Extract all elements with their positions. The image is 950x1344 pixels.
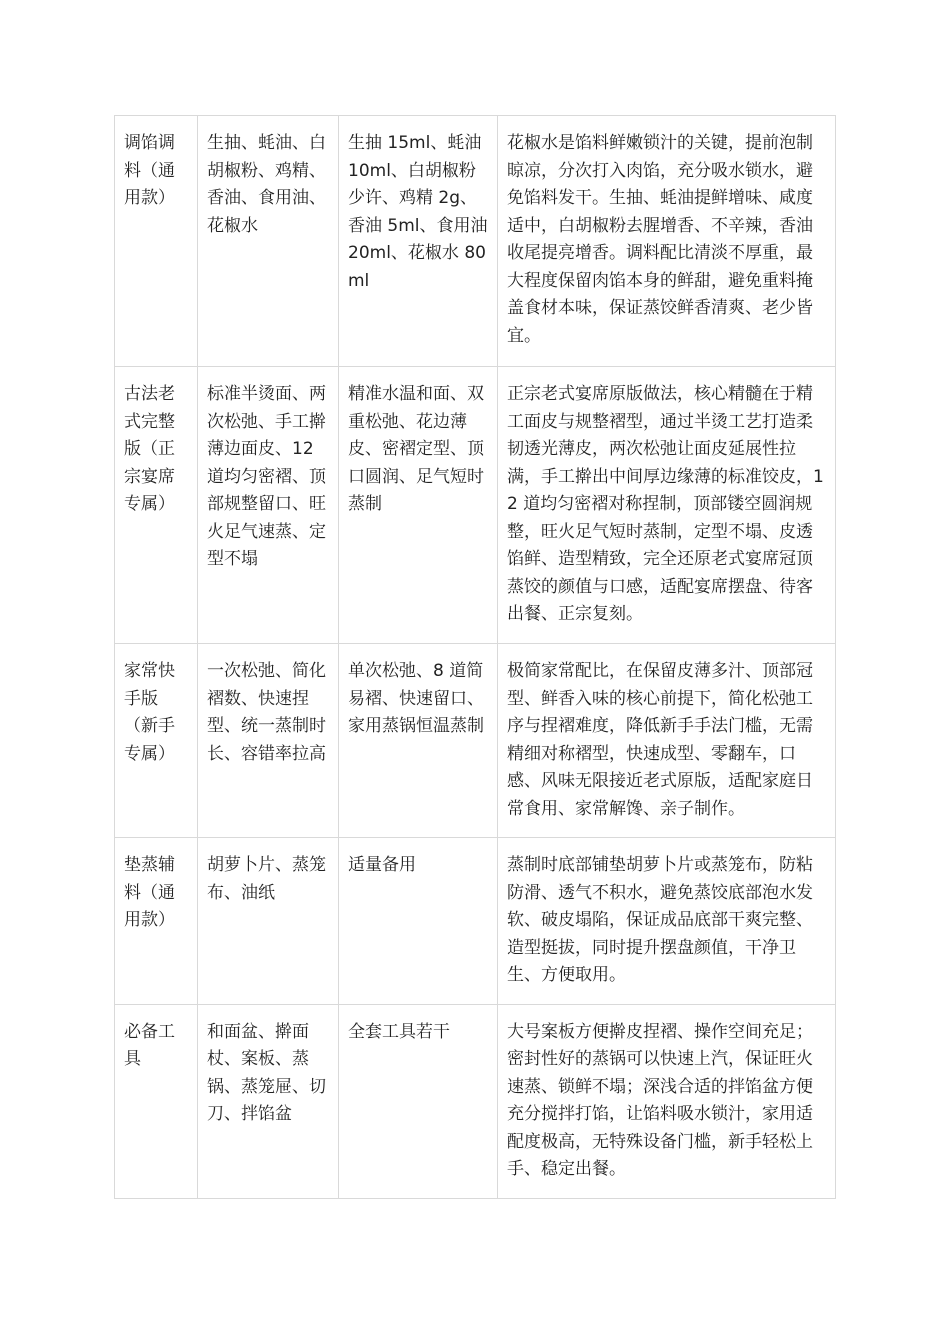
quantity-cell: 单次松弛、8 道简易褶、快速留口、家用蒸锅恒温蒸制 [339, 644, 498, 838]
items-cell: 和面盆、擀面杖、案板、蒸锅、蒸笼屉、切刀、拌馅盆 [198, 1004, 339, 1198]
table-row [115, 116, 836, 367]
items-cell: 标准半烫面、两次松弛、手工擀薄边面皮、12 道均匀密褶、顶部规整留口、旺火足气速蒸、定型不塌 [198, 367, 339, 644]
description-cell: 花椒水是馅料鲜嫩锁汁的关键，提前泡制晾凉，分次打入肉馅，充分吸水锁水，避免馅料发干。生抽、蚝油提鲜增味、咸度适中，白胡椒粉去腥增香、不辛辣，香油收尾提亮增香。调料配比清淡不厚重，最大程度保留肉馅本身的鲜甜，避免重料掩盖食材本味，保证蒸饺鲜香清爽、老少皆宜。 [498, 116, 836, 367]
category-cell: 必备工具 [115, 1004, 198, 1198]
description-cell: 极简家常配比，在保留皮薄多汁、顶部冠型、鲜香入味的核心前提下，简化松弛工序与捏褶难度，降低新手手法门槛，无需精细对称褶型，快速成型、零翻车，口感、风味无限接近老式原版，适配家庭日常食用、家常解馋、亲子制作。 [498, 644, 836, 838]
description-cell: 大号案板方便擀皮捏褶、操作空间充足；密封性好的蒸锅可以快速上汽，保证旺火速蒸、锁鲜不塌；深浅合适的拌馅盆方便充分搅拌打馅，让馅料吸水锁汁，家用适配度极高，无特殊设备门槛，新手轻松上手、稳定出餐。 [498, 1004, 836, 1198]
category-cell: 垫蒸辅料（通用款） [115, 838, 198, 1005]
quantity-cell: 生抽 15ml、蚝油 10ml、白胡椒粉少许、鸡精 2g、香油 5ml、食用油 20ml、花椒水 80ml [339, 116, 498, 367]
category-cell: 家常快手版（新手专属） [115, 644, 198, 838]
quantity-cell: 精准水温和面、双重松弛、花边薄皮、密褶定型、顶口圆润、足气短时蒸制 [339, 367, 498, 644]
description-cell: 正宗老式宴席原版做法，核心精髓在于精工面皮与规整褶型，通过半烫工艺打造柔韧透光薄皮，两次松弛让面皮延展性拉满，手工擀出中间厚边缘薄的标准饺皮，12 道均匀密褶对称捏制，顶部镂空圆润规整，旺火足气短时蒸制，定型不塌、皮透馅鲜、造型精致，完全还原老式宴席冠顶蒸饺的颜值与口感，适配宴席摆盘、待客出餐、正宗复刻。 [498, 367, 836, 644]
table-row [115, 1004, 836, 1198]
items-cell: 胡萝卜片、蒸笼布、油纸 [198, 838, 339, 1005]
table-row [115, 644, 836, 838]
items-cell: 生抽、蚝油、白胡椒粉、鸡精、香油、食用油、花椒水 [198, 116, 339, 367]
description-cell: 蒸制时底部铺垫胡萝卜片或蒸笼布，防粘防滑、透气不积水，避免蒸饺底部泡水发软、破皮塌陷，保证成品底部干爽完整、造型挺拔，同时提升摆盘颜值，干净卫生、方便取用。 [498, 838, 836, 1005]
items-cell: 一次松弛、简化褶数、快速捏型、统一蒸制时长、容错率拉高 [198, 644, 339, 838]
category-cell: 古法老式完整版（正宗宴席专属） [115, 367, 198, 644]
table-row [115, 367, 836, 644]
quantity-cell: 全套工具若干 [339, 1004, 498, 1198]
category-cell: 调馅调料（通用款） [115, 116, 198, 367]
table-row [115, 838, 836, 1005]
recipe-table [114, 115, 836, 1199]
quantity-cell: 适量备用 [339, 838, 498, 1005]
